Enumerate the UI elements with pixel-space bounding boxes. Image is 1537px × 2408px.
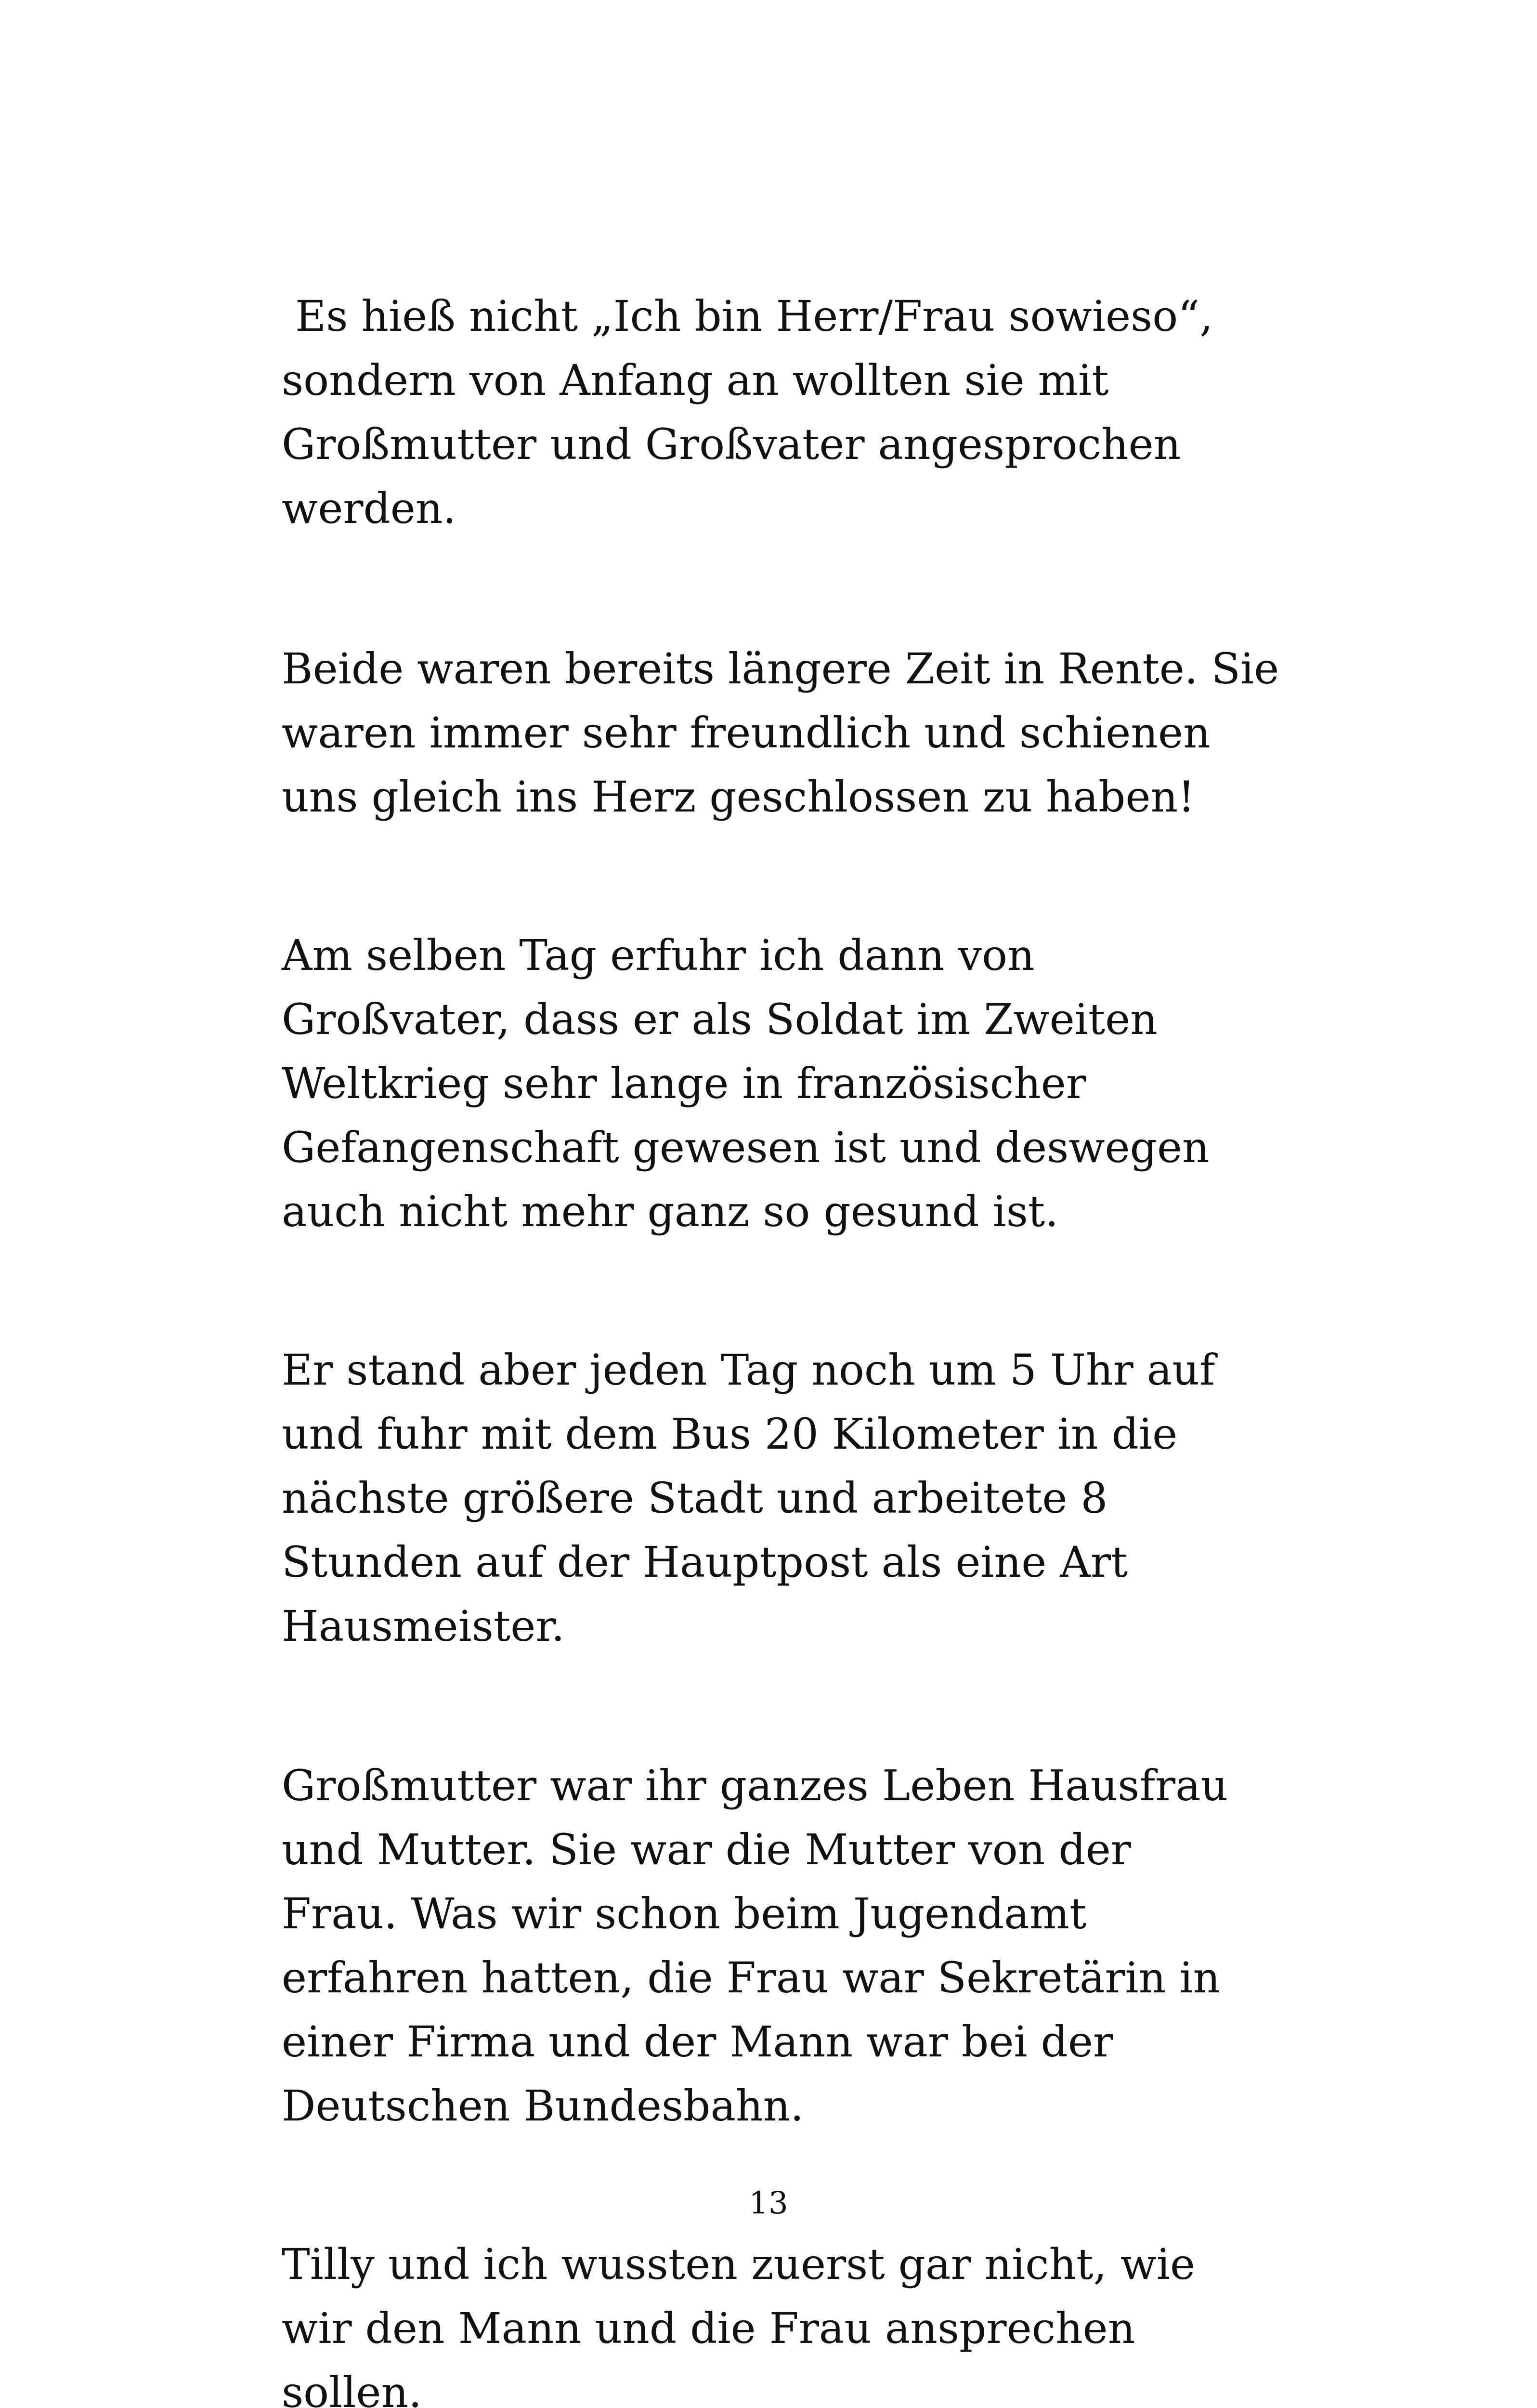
text-line: Tilly und ich wussten zuerst gar nicht, wie xyxy=(282,2239,1196,2289)
text-line: waren immer sehr freundlich und schienen xyxy=(282,708,1211,758)
paragraph-5 xyxy=(282,1754,1269,2138)
text-line: einer Firma und der Mann war bei der xyxy=(282,2017,1113,2067)
body-text xyxy=(282,284,1279,2408)
text-line: und Mutter. Sie war die Mutter von der xyxy=(282,1825,1131,1874)
text-line: werden. xyxy=(282,484,456,533)
page-number: 13 xyxy=(749,2186,788,2221)
text-line: Deutschen Bundesbahn. xyxy=(282,2081,804,2131)
text-line: Weltkrieg sehr lange in französischer xyxy=(282,1059,1086,1108)
paragraph-2 xyxy=(282,637,1279,829)
text-line: Am selben Tag erfuhr ich dann von xyxy=(282,930,1035,980)
text-line: Es hieß nicht „Ich bin Herr/Frau sowieso“, xyxy=(282,291,1213,341)
text-line: Hausmeister. xyxy=(282,1601,565,1651)
text-line: und fuhr mit dem Bus 20 Kilometer in die xyxy=(282,1409,1178,1459)
text-line: sollen. xyxy=(282,2368,422,2408)
text-line: nächste größere Stadt und arbeitete 8 xyxy=(282,1473,1108,1523)
text-line: Gefangenschaft gewesen ist und deswegen xyxy=(282,1123,1210,1172)
text-line: Großvater, dass er als Soldat im Zweiten xyxy=(282,995,1158,1044)
text-line: wir den Mann und die Frau ansprechen xyxy=(282,2303,1135,2353)
text-line: uns gleich ins Herz geschlossen zu haben! xyxy=(282,772,1195,822)
text-line: Frau. Was wir schon beim Jugendamt xyxy=(282,1889,1087,1938)
paragraph-1 xyxy=(282,284,1269,540)
paragraph-4 xyxy=(282,1338,1269,1658)
text-line: erfahren hatten, die Frau war Sekretärin in xyxy=(282,1953,1221,2002)
text-line: auch nicht mehr ganz so gesund ist. xyxy=(282,1187,1059,1236)
text-line: sondern von Anfang an wollten sie mit xyxy=(282,355,1109,405)
text-line: Er stand aber jeden Tag noch um 5 Uhr auf xyxy=(282,1345,1215,1395)
paragraph-3 xyxy=(282,923,1269,1243)
text-line: Großmutter und Großvater angesprochen xyxy=(282,419,1181,469)
text-line: Großmutter war ihr ganzes Leben Hausfrau xyxy=(282,1761,1228,1810)
paragraph-6 xyxy=(282,2232,1269,2408)
text-line: Stunden auf der Hauptpost als eine Art xyxy=(282,1537,1128,1587)
text-line: Beide waren bereits längere Zeit in Rente. Sie xyxy=(282,644,1279,694)
